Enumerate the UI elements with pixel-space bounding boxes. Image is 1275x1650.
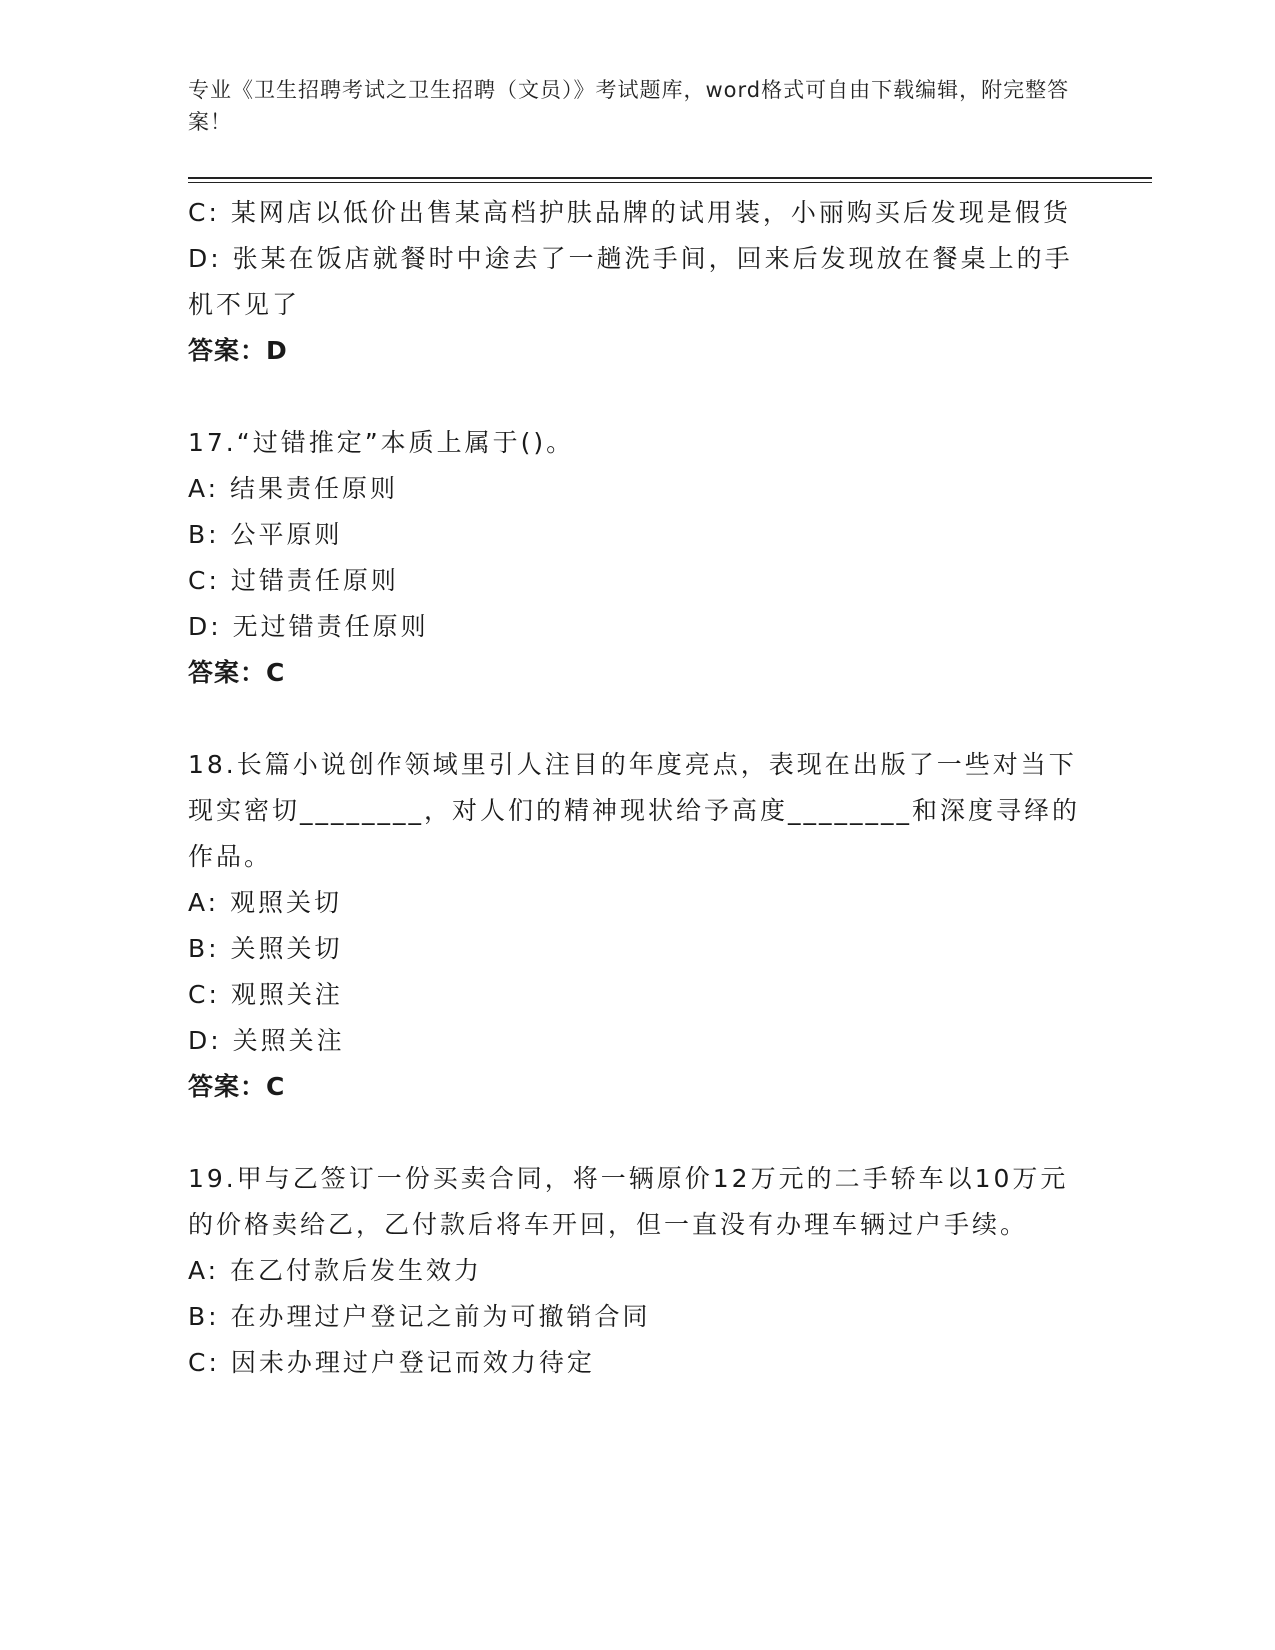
prev-option-c: C: 某网店以低价出售某高档护肤品牌的试用装，小丽购买后发现是假货	[188, 198, 1071, 227]
question-17-text: 17.“过错推定”本质上属于()。	[188, 428, 575, 457]
q17-option-d: D: 无过错责任原则	[188, 612, 429, 641]
document-header: 专业《卫生招聘考试之卫生招聘（文员）》考试题库，word格式可自由下载编辑，附完整答案！	[188, 78, 1070, 134]
spacer	[188, 374, 1088, 420]
question-17-block	[188, 420, 1088, 696]
prev-option-d: D: 张某在饭店就餐时中途去了一趟洗手间，回来后发现放在餐桌上的手机不见了	[188, 244, 1073, 319]
q19-option-b: B: 在办理过户登记之前为可撤销合同	[188, 1302, 651, 1331]
question-19-block	[188, 1156, 1088, 1386]
spacer	[188, 1110, 1088, 1156]
header-rule-thick	[188, 177, 1152, 179]
prev-answer: 答案：D	[188, 336, 288, 365]
q18-option-b: B: 关照关切	[188, 934, 343, 963]
q19-option-a: A: 在乙付款后发生效力	[188, 1256, 483, 1285]
q17-option-a: A: 结果责任原则	[188, 474, 399, 503]
q18-option-a: A: 观照关切	[188, 888, 343, 917]
q18-option-d: D: 关照关注	[188, 1026, 345, 1055]
spacer	[188, 696, 1088, 742]
q17-option-b: B: 公平原则	[188, 520, 343, 549]
q18-option-c: C: 观照关注	[188, 980, 343, 1009]
q17-answer: 答案：C	[188, 658, 286, 687]
q18-answer: 答案：C	[188, 1072, 286, 1101]
question-content	[188, 190, 1088, 1386]
header-rule-thin	[188, 182, 1152, 183]
prev-question-block	[188, 190, 1088, 374]
question-18-text: 18.长篇小说创作领域里引人注目的年度亮点，表现在出版了一些对当下现实密切________，对人们的精神现状给予高度________和深度寻绎的作品。	[188, 750, 1081, 871]
q17-option-c: C: 过错责任原则	[188, 566, 399, 595]
question-19-text: 19.甲与乙签订一份买卖合同，将一辆原价12万元的二手轿车以10万元的价格卖给乙，乙付款后将车开回，但一直没有办理车辆过户手续。	[188, 1164, 1069, 1239]
q19-option-c: C: 因未办理过户登记而效力待定	[188, 1348, 595, 1377]
question-18-block	[188, 742, 1088, 1110]
